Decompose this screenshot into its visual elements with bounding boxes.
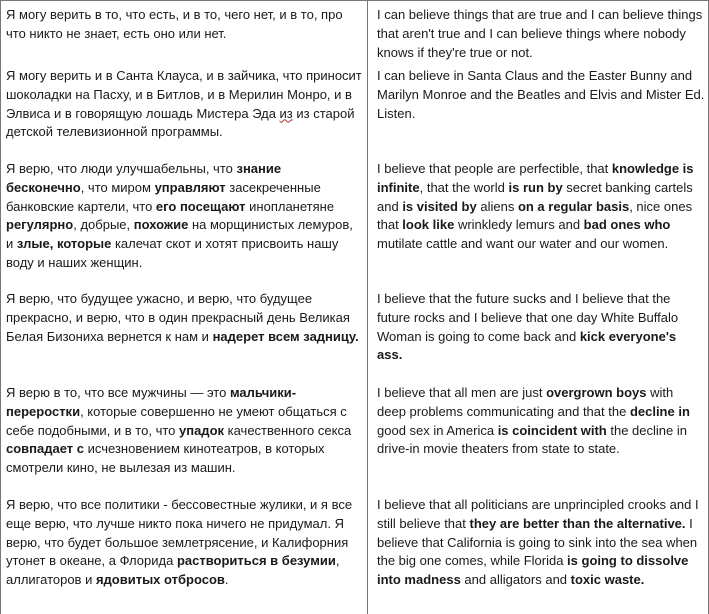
ru-paragraph-2	[6, 67, 362, 142]
en-paragraph-2	[377, 67, 705, 123]
ru-p2-spellcheck-word: из	[279, 105, 293, 121]
en-p3-bold-3: is visited by	[402, 198, 477, 214]
ru-p2-text-1: Я могу верить и в Санта Клауса, и в зайчика, что приносит шоколадки на Пасху, и в Битлов, и в Мерилин Монро, и в Элвиса и в говорящую лошадь Мистера Эда	[6, 68, 362, 121]
ru-paragraph-5	[6, 384, 362, 478]
ru-p2-text-2: из старой детской телевизионной программы.	[6, 105, 355, 140]
ru-p3-bold-5: похожие	[133, 217, 189, 233]
en-p6-text-2: I believe that California is going to sink into the sea when the big one comes, while Florida	[377, 515, 698, 569]
ru-p3-bold-2: управляют	[154, 179, 226, 195]
en-p1-text: I can believe things that are true and I can believe things that aren't true and I can believe things where nobody knows if they're true or not.	[377, 7, 703, 60]
en-paragraph-6	[377, 496, 705, 590]
en-p3-bold-4: on a regular basis	[517, 198, 630, 214]
ru-p6-text-1: Я верю, что все политики - бессовестные жулики, и я все еще верю, что лучше никто пока ничего не придумал. Я верю, что будет большое землетрясение, и Калифорния утонет в океане, а Флорида	[6, 497, 353, 569]
en-p4-bold-1: kick everyone's ass.	[377, 328, 677, 363]
en-paragraph-3	[377, 160, 705, 254]
en-p3-bold-2: is run by	[508, 179, 563, 195]
en-p6-bold-2: is going to dissolve into madness	[377, 553, 689, 588]
ru-p3-bold-6: злые, которые	[16, 236, 112, 252]
ru-p3-text-6: на морщинистых лемуров, и	[6, 217, 353, 252]
en-p3-text-2: , that the world	[419, 179, 509, 195]
en-p5-text-3: good sex in America	[377, 422, 498, 438]
en-p4-text-1: I believe that the future sucks and I believe that the future rocks and I believe that one day White Buffalo Woman is going to come back and	[377, 291, 679, 344]
ru-p5-bold-3: совпадает с	[6, 441, 84, 457]
ru-p3-bold-4: регулярно	[6, 217, 74, 233]
en-paragraph-5	[377, 384, 705, 459]
ru-p5-bold-2: упадок	[179, 422, 225, 438]
ru-p4-bold-1: надерет всем задницу.	[212, 328, 359, 344]
ru-p3-text-5: , добрые,	[73, 217, 134, 233]
ru-p4-text-1: Я верю, что будущее ужасно, и верю, что будущее прекрасно, и верю, что в один прекрасный день Великая Белая Бизониха вернется к нам и	[6, 291, 350, 344]
ru-p3-bold-3: его посещают	[155, 198, 246, 214]
ru-paragraph-6	[6, 496, 362, 590]
en-p5-bold-3: is coincident with	[497, 422, 607, 438]
en-p6-text-1: I believe that all politicians are unprincipled crooks and I still believe that	[377, 497, 699, 531]
ru-p3-text-2: , что миром	[80, 179, 155, 195]
ru-p6-text-3: .	[224, 572, 229, 588]
en-paragraph-1	[377, 6, 705, 62]
en-p3-text-4: aliens	[476, 198, 518, 214]
ru-p5-text-4: исчезновением кинотеатров, в которых смотрели кино, не вылезая из машин.	[6, 441, 325, 476]
en-paragraph-4	[377, 290, 705, 365]
ru-paragraph-4	[6, 290, 362, 346]
en-p3-bold-1: knowledge is infinite	[377, 161, 694, 195]
ru-p3-text-4: инопланетяне	[245, 198, 335, 214]
ru-p5-bold-1: мальчики-переростки	[6, 385, 297, 419]
ru-p5-text-1: Я верю в то, что все мужчины — это	[6, 385, 230, 400]
ru-p1-text: Я могу верить в то, что есть, и в то, чего нет, и в то, про что никто не знает, есть оно или нет.	[6, 7, 343, 41]
en-p2-text: I can believe in Santa Claus and the Easter Bunny and Marilyn Monroe and the Beatles and Elvis and Mister Ed. Listen.	[377, 68, 705, 121]
en-p3-text-3: secret banking cartels and	[377, 179, 693, 214]
en-p3-text-5: , nice ones that	[377, 198, 693, 233]
ru-p3-text-3: засекреченные банковские картели, что	[6, 179, 321, 214]
en-p5-bold-2: decline in	[629, 403, 690, 419]
en-p5-bold-1: overgrown boys	[546, 385, 647, 400]
ru-p3-bold-1: знание бесконечно	[6, 161, 282, 195]
ru-paragraph-1	[6, 6, 362, 44]
ru-p5-text-3: качественного секса	[224, 422, 352, 438]
en-p3-text-6: wrinkledy lemurs and	[454, 217, 584, 233]
en-p6-text-3: and alligators and	[460, 572, 571, 588]
ru-paragraph-3	[6, 160, 362, 273]
en-p6-bold-1: they are better than the alternative.	[469, 515, 686, 531]
en-p3-text-1: I believe that people are perfectible, that	[377, 161, 612, 176]
en-p3-bold-5: look like	[402, 217, 455, 233]
en-p6-bold-3: toxic waste.	[570, 572, 645, 588]
ru-p6-text-2: , аллигаторов и	[6, 553, 340, 588]
column-divider	[367, 1, 368, 614]
ru-p6-bold-2: ядовитых отбросов	[95, 572, 225, 588]
en-p3-bold-6: bad ones who	[583, 217, 671, 233]
en-p5-text-1: I believe that all men are just	[377, 385, 547, 400]
ru-p3-text-1: Я верю, что люди улучшабельны, что	[6, 161, 237, 176]
ru-p5-text-2: , которые совершенно не умеют общаться с себе подобными, и в то, что	[6, 403, 347, 438]
en-p5-text-2: with deep problems communicating and that the	[377, 385, 674, 419]
en-p5-text-4: the decline in drive-in movie theaters from state to state.	[377, 422, 687, 457]
en-p3-text-7: mutilate cattle and want our water and our women.	[377, 236, 669, 252]
ru-p6-bold-1: раствориться в безумии	[176, 553, 336, 569]
ru-p3-text-7: калечат скот и хотят присвоить нашу воду и наших женщин.	[6, 236, 339, 270]
